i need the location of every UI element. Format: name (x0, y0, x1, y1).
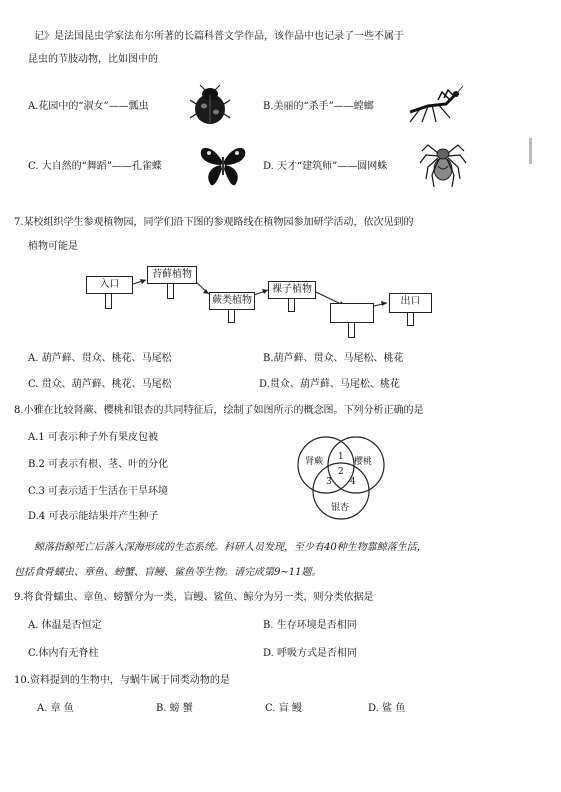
q9-option-d[interactable]: D. 呼吸方式是否相同 (263, 648, 358, 659)
q10-option-c[interactable]: C. 盲 鳗 (265, 703, 302, 714)
venn-label-left: 肾蕨 (305, 457, 324, 467)
q9-option-b[interactable]: B. 生存环境是否相同 (263, 620, 357, 631)
q8-option-d[interactable]: D.4 可表示能结果并产生种子 (28, 511, 159, 522)
q7-stem-line-2: 植物可能是 (28, 241, 78, 252)
sign-gymnosperm-post (288, 299, 295, 312)
sign-moss: 苔藓植物 (147, 266, 197, 284)
q7-stem-line-1: 7.某校组织学生参观植物园，同学们沿下图的参观路线在植物园参加研学活动，依次见到的 (14, 217, 414, 228)
venn-label-right: 樱桃 (354, 457, 373, 467)
sign-exit-post (407, 313, 414, 326)
sign-fern-post (228, 310, 235, 323)
q8-option-a[interactable]: A.1 可表示种子外有果皮包被 (28, 432, 158, 443)
q10-stem: 10.资料提到的生物中，与蜗牛属于同类动物的是 (14, 675, 230, 686)
venn-region-2: 2 (338, 467, 344, 477)
sign-gymnosperm: 裸子植物 (268, 281, 316, 299)
q10-option-a[interactable]: A. 章 鱼 (37, 703, 74, 714)
q8-stem: 8.小雅在比较肾蕨、樱桃和银杏的共同特征后，绘制了如图所示的概念图。下列分析正确的是 (14, 405, 424, 416)
venn-region-1: 1 (338, 452, 344, 462)
q7-option-d[interactable]: D.贯众、葫芦藓、马尾松、桃花 (259, 379, 400, 390)
q6-option-b[interactable]: B.美丽的“杀手”——螳螂 (263, 101, 374, 112)
sign-entrance-post (105, 294, 112, 309)
q7-option-a[interactable]: A. 葫芦藓、贯众、桃花、马尾松 (28, 353, 172, 364)
q8-option-c[interactable]: C.3 可表示适于生活在干旱环境 (28, 486, 169, 497)
intro-line-2: 昆虫的节肢动物，比如图中的 (28, 54, 158, 65)
q7-option-c[interactable]: C. 贯众、葫芦藓、桃花、马尾松 (28, 379, 172, 390)
passage-line-2: 包括食骨蠕虫、章鱼、螃蟹、盲鳗、鲨鱼等生物。请完成第9~11题。 (14, 567, 322, 578)
q8-option-b[interactable]: B.2 可表示有根、茎、叶的分化 (28, 459, 169, 470)
sign-entrance: 入口 (86, 276, 133, 294)
intro-line-1: 记》是法国昆虫学家法布尔所著的长篇科普文学作品，该作品中也记录了一些不属于 (34, 31, 404, 42)
q9-option-a[interactable]: A. 体温是否恒定 (28, 620, 102, 631)
q9-option-c[interactable]: C.体内有无脊柱 (28, 648, 99, 659)
sign-fern: 蕨类植物 (209, 292, 255, 310)
sign-blank (330, 303, 374, 323)
sign-moss-post (167, 284, 174, 299)
sign-blank-post (348, 323, 355, 338)
q9-stem: 9.将食骨蠕虫、章鱼、螃蟹分为一类，盲鳗、鲨鱼、鲸分为另一类，则分类依据是 (14, 592, 374, 603)
sign-exit: 出口 (389, 293, 432, 313)
q10-option-b[interactable]: B. 螃 蟹 (156, 703, 193, 714)
venn-label-bottom: 银杏 (331, 503, 350, 513)
venn-region-4: 4 (350, 477, 356, 487)
q6-option-d[interactable]: D. 天才“建筑师”——圆网蛛 (263, 161, 388, 172)
q6-option-a[interactable]: A.花园中的“淑女”——瓢虫 (28, 101, 149, 112)
q7-option-b[interactable]: B.葫芦藓、贯众、马尾松、桃花 (263, 353, 404, 364)
passage-line-1: 鲸落指鲸死亡后落入深海形成的生态系统。科研人员发现，至少有40种生物靠鲸落生活， (34, 542, 427, 553)
q6-option-c[interactable]: C. 大自然的“舞蹈”——孔雀蝶 (28, 161, 162, 172)
venn-region-3: 3 (326, 477, 332, 487)
q10-option-d[interactable]: D. 鲨 鱼 (368, 703, 406, 714)
